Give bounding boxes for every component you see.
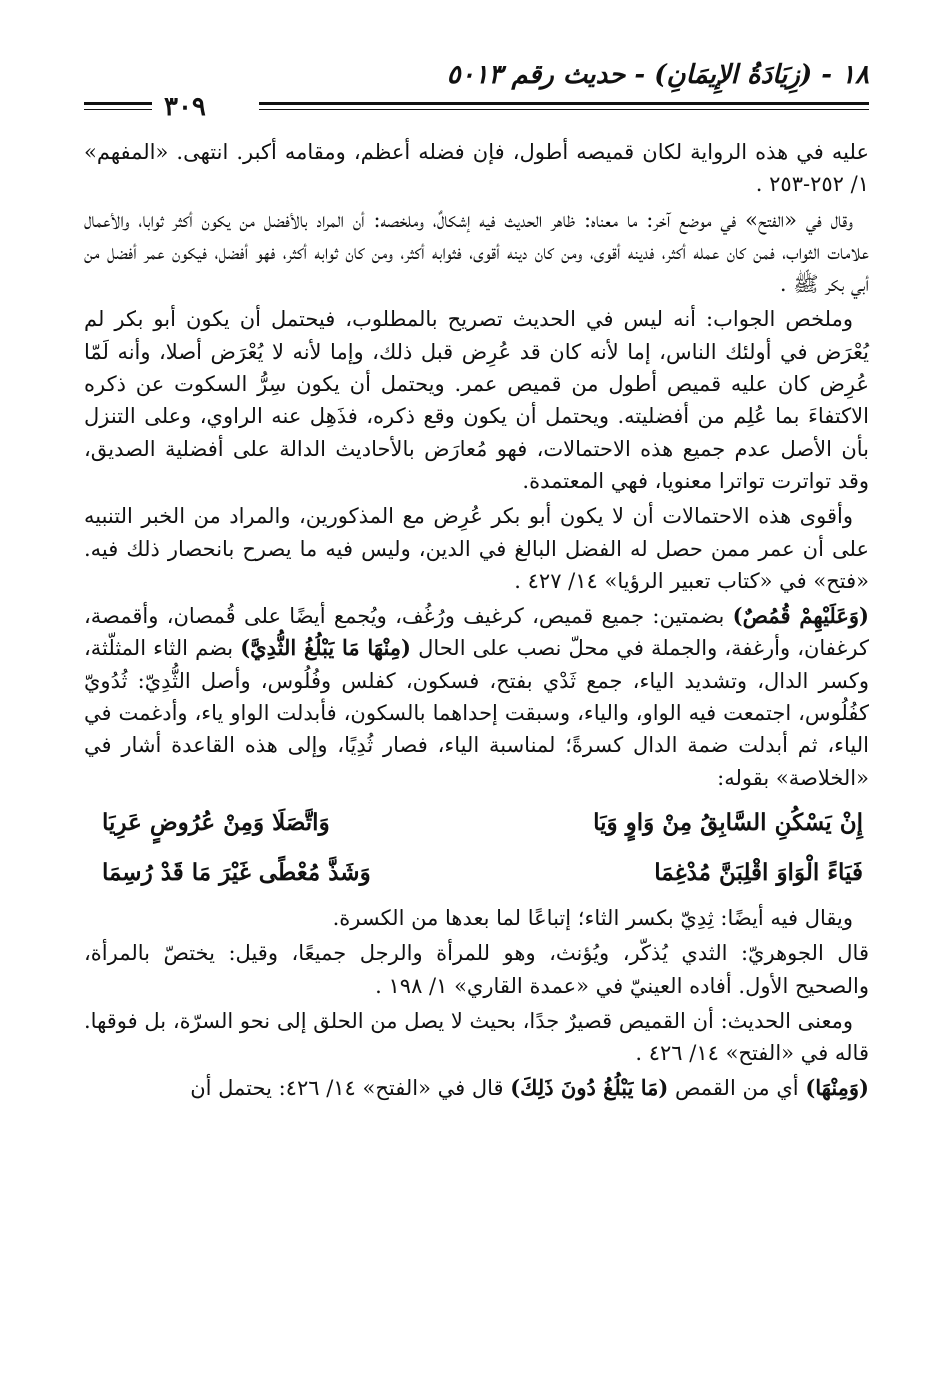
paragraph-text: ويقال فيه أيضًا: ثِدِيّ بكسر الثاء؛ إتباعًا لما بعدها من الكسرة. (332, 905, 853, 930)
paragraph-qumus (84, 600, 869, 794)
hadith-phrase: (مَا يَبْلُغُ دُونَ ذَلِكَ) (510, 1075, 669, 1101)
paragraph-text: بضم الثاء المثلّثة، وكسر الدال، وتشديد الياء، جمع ثَدْي بفتح، فسكون، كفلس وفُلُوس، وأصل الثُّدِيّ: ثُدُويّ كفُلُوس، اجتمعت فيه الواو، والياء، وسبقت إحداهما بالسكون، فأبدلت الواو ياء، وأدغمت في الياء، ثم أبدلت ضمة الدال كسرةً؛ لمناسبة الياء، فصار ثُدِيًا، وإلى هذه القاعدة أشار في «الخلاصة» بقوله: (84, 636, 869, 790)
hadith-phrase: (وَعَلَيْهِمْ قُمُصٌ) (732, 603, 869, 629)
page-number: ٣٠٩ (164, 92, 206, 122)
poem-line (84, 848, 869, 898)
poem-hemistich-first: فَيَاءً الْوَاوَ اقْلِبَنَّ مُدْغِمَا (654, 858, 863, 886)
paragraph-text: ومعنى الحديث: أن القميص قصيرٌ جدًا، بحيث لا يصل من الحلق إلى نحو السرّة، بل فوقها. قاله في «الفتح» ١٤/ ٤٢٦ . (84, 1008, 869, 1066)
header-rule-thick (259, 102, 869, 105)
paragraph-thidiyy (84, 902, 869, 934)
header-rule-left-thin (84, 109, 152, 110)
poem-line (84, 798, 869, 848)
paragraph-jawhari (84, 937, 869, 1002)
header-rule-thin (259, 109, 869, 110)
header-rule-left-thick (84, 102, 152, 105)
paragraph-text: قال الجوهريّ: الثدي يُذكّر، ويُؤنث، وهو للمرأة والرجل جميعًا، وقيل: يختصّ بالمرأة، والصحيح الأول. أفاده العينيّ في «عمدة القاري» ١/ ١٩٨ . (84, 941, 869, 998)
paragraph-wa-minha (84, 1072, 869, 1104)
poem-hemistich-second: وَاتَّصَلَا وَمِنْ عُرُوضٍ عَرِيَا (102, 808, 330, 836)
poem-hemistich-second: وَشَذَّ مُعْطًى غَيْرَ مَا قَدْ رُسِمَا (102, 858, 371, 886)
paragraph-continuation (84, 136, 869, 201)
paragraph-text: وقال في «الفتح» في موضع آخر: ما معناه: ظاهر الحديث فيه إشكالٌ، وملخصه: أن المراد بالأفضل من يكون أكثر ثوابا، والأعمال علامات الثواب، فمن كان عمله أكثر، فدينه أقوى، ومن كان دينه أقوى، فثوابه أكثر، ومن كان ثوابه أكثر، فهو أفضل، فيكون عمر أفضل من أبي بكر ﷺ . (84, 207, 869, 297)
paragraph-text: وملخص الجواب: أنه ليس في الحديث تصريح بالمطلوب، فيحتمل أن يكون أبو بكر لم يُعْرَض في أولئك الناس، إما لأنه كان قد عُرِض قبل ذلك، وإما لأنه لا يُعْرَض أصلا، وأنه لَمّا عُرِض كان عليه قميص أطول من قميص عمر. ويحتمل أن يكون سِرُّ السكوت عن ذكره الاكتفاءَ بما عُلِم من أفضليته. ويحتمل أن يكون وقع ذكره، فذَهِل عنه الراوي، وعلى التنزل بأن الأصل عدم جميع هذه الاحتمالات، فهو مُعارَض بالأحاديث الدالة على أفضلية الصديق، وقد تواترت تواترا معنويا، فهي المعتمدة. (84, 307, 869, 493)
paragraph-text: بضمتين: جميع قميص، كرغيف ورُغُف، ويُجمع أيضًا على قُمصان، وأقمصة، كرغفان، وأرغفة، والجملة في محلّ نصب على الحال (84, 604, 869, 661)
paragraph-text: قال في «الفتح» ١٤/ ٤٢٦: يحتمل أن (190, 1076, 511, 1101)
paragraph-hadith-meaning (84, 1005, 869, 1070)
poem-verses (84, 798, 869, 898)
hadith-phrase: (مِنْهَا مَا يَبْلُغُ الثُّدِيَّ) (240, 635, 411, 661)
paragraph-text: أي من القمص (668, 1076, 806, 1101)
page-body (84, 136, 869, 1105)
poem-hemistich-first: إِنْ يَسْكُنِ السَّابِقُ مِنْ وَاوٍ وَيَا (593, 808, 863, 836)
paragraph-fath-quote (84, 204, 869, 301)
page-header (84, 58, 869, 122)
paragraph-strongest-possibility (84, 500, 869, 597)
hadith-phrase: (وَمِنْهَا) (805, 1075, 869, 1101)
paragraph-text: وأقوى هذه الاحتمالات أن لا يكون أبو بكر عُرِض مع المذكورين، والمراد من الخبر التنبيه على أن عمر ممن حصل له الفضل البالغ في الدين، وليس فيه ما يصرح بانحصار ذلك فيه. «فتح» في «كتاب تعبير الرؤيا» ١٤/ ٤٢٧ . (84, 504, 869, 593)
running-title: ١٨ - (زِيَادَةُ الإِيمَانِ) - حديث رقم ٥٠١٣ (446, 60, 869, 90)
paragraph-answer-summary (84, 303, 869, 497)
paragraph-text: عليه في هذه الرواية لكان قميصه أطول، فإن فضله أعظم، ومقامه أكبر. انتهى. «المفهم» ١/ ٢٥٢-٢٥٣ . (84, 140, 869, 197)
